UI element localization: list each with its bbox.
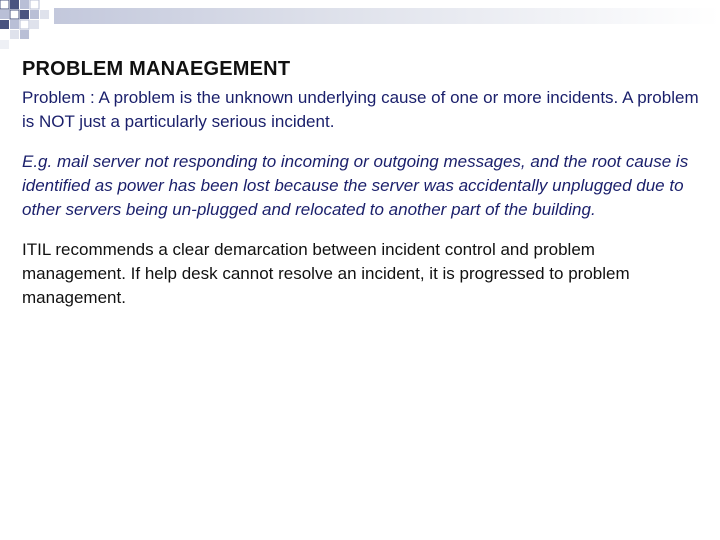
header-decoration xyxy=(0,0,720,50)
problem-definition: Problem : A problem is the unknown underlying cause of one or more incidents. A problem is NOT just a particularly serious incident. xyxy=(22,88,699,131)
example-paragraph: E.g. mail server not responding to incoming or outgoing messages, and the root cause is identified as power has been lost because the server was accidentally unplugged due to other servers being un-plugged and relocated to another part of the building. xyxy=(22,152,689,219)
header-gradient-band xyxy=(54,8,720,24)
checker-squares xyxy=(0,0,49,49)
slide-title: PROBLEM MANAEGEMENT xyxy=(22,58,291,80)
itil-paragraph: ITIL recommends a clear demarcation between incident control and problem management. If help desk cannot resolve an incident, it is progressed to problem management. xyxy=(22,240,630,307)
slide-content xyxy=(22,56,702,310)
